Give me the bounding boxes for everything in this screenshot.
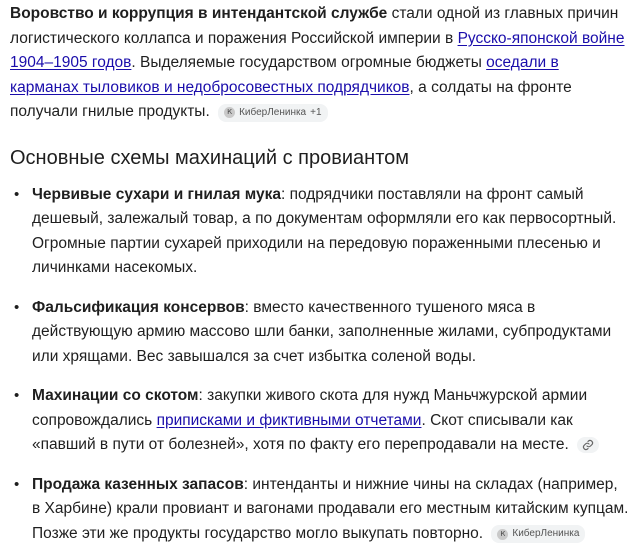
source-chip-label: КиберЛенинка — [512, 528, 580, 539]
intro-text-2: . Выделяемые государством огромные бюджеты — [131, 54, 487, 71]
cyberleninka-logo-icon: К — [224, 107, 235, 118]
fictitious-reports-link[interactable]: приписками и фиктивными отчетами — [156, 411, 422, 429]
list-bullet: • — [14, 475, 20, 493]
link-chip[interactable] — [577, 437, 599, 453]
item-text: : вместо качественного тушеного мяса в действующую армию массово шли банки, заполненные жилами, субпродуктами или хрящами. Вес завышался за счет избытка соленой воды. — [32, 298, 612, 365]
source-chip-cyberleninka[interactable] — [218, 104, 327, 122]
cyberleninka-logo-icon: К — [497, 529, 508, 540]
item-text-2: . Скот списывали как «павший в пути от болезней», хотя по факту его перепродавали на месте. — [32, 411, 573, 453]
intro-bold-lead: Воровство и коррупция в интендантской службе — [10, 5, 388, 22]
schemes-list — [10, 183, 630, 547]
section-heading: Основные схемы махинаций с провиантом — [10, 146, 410, 169]
list-item — [10, 384, 630, 458]
source-chip-label: КиберЛенинка — [239, 106, 307, 118]
list-bullet: • — [14, 298, 20, 316]
item-text: : подрядчики поставляли на фронт самый дешевый, залежалый товар, а по документам оформляли его как первосортный. Огромные партии сухарей приходили на передовую пораженными плесенью и личинками насекомых. — [32, 185, 617, 276]
link-icon — [582, 439, 594, 451]
budgets-link[interactable]: оседали в карманах тыловиков и недобросовестных подрядчиков — [10, 54, 559, 96]
source-chip-cyberleninka[interactable] — [491, 525, 585, 543]
item-title: Махинации со скотом — [32, 387, 199, 404]
intro-text-1: стали одной из главных причин логистического коллапса и поражения Российской империи в — [10, 5, 619, 47]
war-link[interactable]: Русско-японской войне 1904–1905 годов — [10, 29, 625, 71]
list-item — [10, 473, 630, 547]
list-bullet: • — [14, 387, 20, 404]
source-chip-extra: +1 — [310, 106, 322, 118]
item-title: Червивые сухари и гнилая мука — [32, 185, 281, 203]
list-item — [10, 183, 630, 281]
intro-text-3: , а солдаты на фронте получали гнилые продукты. — [10, 78, 572, 120]
intro-paragraph — [10, 0, 630, 125]
item-title: Фальсификация консервов — [32, 298, 245, 316]
item-text: : интенданты и нижние чины на складах (например, в Харбине) крали провиант и вагонами продавали его местным китайским купцам. Позже эти же продукты государство могло выкупать повторно. — [32, 475, 629, 542]
list-item — [10, 296, 630, 370]
item-title: Продажа казенных запасов — [32, 475, 244, 493]
list-bullet: • — [14, 185, 20, 203]
item-text-1: : закупки живого скота для нужд Маньчжурской армии сопровождались — [32, 387, 588, 429]
